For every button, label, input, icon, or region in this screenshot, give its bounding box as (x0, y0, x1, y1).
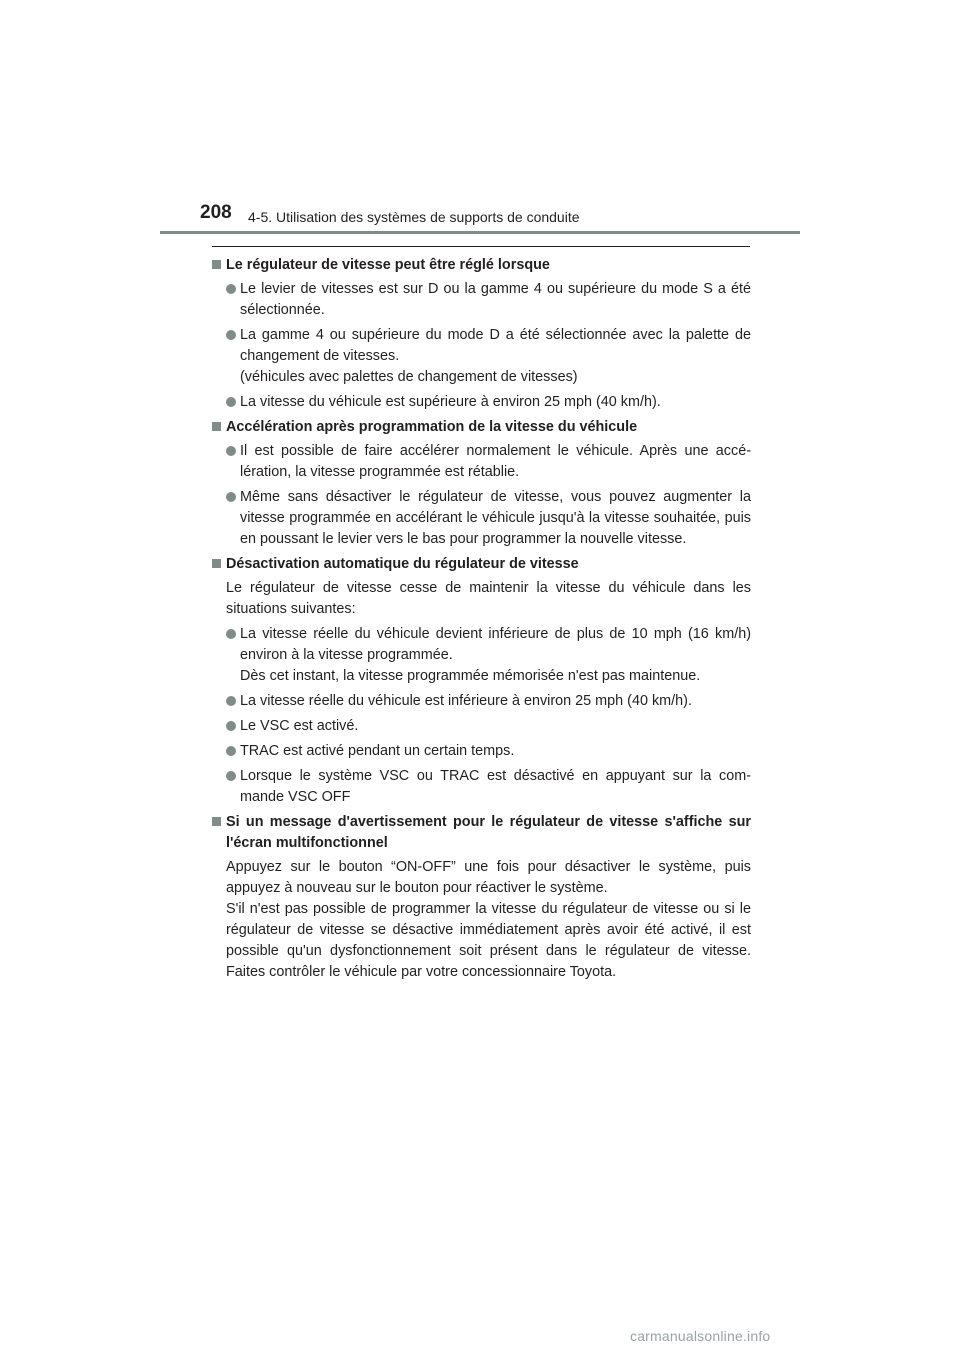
list-item-text: TRAC est activé pendant un certain temps. (240, 743, 515, 759)
list-item-text: La vitesse réelle du véhicule devient inférieure de plus de 10 mph (16 km/h) environ à la vitesse programmée. (240, 626, 751, 663)
running-title: 4-5. Utilisation des systèmes de supports de conduite (248, 209, 580, 225)
list-item (212, 716, 751, 737)
section-title: Désactivation automatique du régulateur de vitesse (226, 556, 579, 572)
list-item (212, 487, 751, 550)
circle-bullet-icon (226, 629, 236, 639)
section-title: Le régulateur de vitesse peut être réglé lorsque (226, 257, 550, 273)
watermark: carmanualsonline.info (630, 1328, 771, 1344)
circle-bullet-icon (226, 446, 236, 456)
paragraph-text: S'il n'est pas possible de programmer la vitesse du régulateur de vitesse ou si le régulateur de vitesse se désactive immédiatement après avoir été activé, il est possible qu'un dysfonctionnement soit présent dans le régulateur de vitesse. Faites contrôler le véhicule par votre concessionnaire Toyota. (226, 901, 751, 980)
section-heading (212, 255, 751, 276)
list-item (212, 741, 751, 762)
section-heading (212, 812, 751, 854)
square-bullet-icon (212, 260, 221, 269)
paragraph-text: Appuyez sur le bouton “ON-OFF” une fois pour désactiver le système, puis appuyez à nouveau sur le bouton pour réactiver le système. (226, 859, 751, 896)
list-item-text: Lorsque le système VSC ou TRAC est désactivé en appuyant sur la com-mande VSC OFF (240, 768, 751, 805)
circle-bullet-icon (226, 397, 236, 407)
section-heading (212, 417, 751, 438)
list-item-text: La gamme 4 ou supérieure du mode D a été sélectionnée avec la palette de changement de vitesses. (240, 327, 751, 364)
section-title: Si un message d'avertissement pour le régulateur de vitesse s'affiche sur l'écran multifonctionnel (226, 814, 751, 851)
list-item-text: La vitesse réelle du véhicule est inférieure à environ 25 mph (40 km/h). (240, 693, 692, 709)
list-item-text: Le levier de vitesses est sur D ou la gamme 4 ou supérieure du mode S a été sélectionnée. (240, 281, 751, 318)
circle-bullet-icon (226, 492, 236, 502)
page-number: 208 (200, 202, 232, 223)
list-item (212, 325, 751, 388)
list-item-note: (véhicules avec palettes de changement de vitesses) (240, 369, 578, 385)
list-item-note: Dès cet instant, la vitesse programmée mémorisée n'est pas maintenue. (240, 668, 701, 684)
circle-bullet-icon (226, 771, 236, 781)
list-item (212, 691, 751, 712)
list-item-text: La vitesse du véhicule est supérieure à environ 25 mph (40 km/h). (240, 394, 661, 410)
section-intro: Le régulateur de vitesse cesse de maintenir la vitesse du véhicule dans les situations suivantes: (226, 580, 751, 617)
header-rule (160, 231, 800, 234)
square-bullet-icon (212, 559, 221, 568)
list-item (212, 766, 751, 808)
section-title: Accélération après programmation de la vitesse du véhicule (226, 419, 638, 435)
circle-bullet-icon (226, 746, 236, 756)
list-item-text: Il est possible de faire accélérer normalement le véhicule. Après une accé-lération, la vitesse programmée est rétablie. (240, 443, 751, 480)
page-content (212, 255, 751, 983)
section-paragraph (212, 857, 751, 983)
square-bullet-icon (212, 422, 221, 431)
list-item (212, 392, 751, 413)
list-item-text: Le VSC est activé. (240, 718, 359, 734)
circle-bullet-icon (226, 330, 236, 340)
circle-bullet-icon (226, 721, 236, 731)
list-item (212, 441, 751, 483)
content-top-rule (212, 246, 750, 247)
circle-bullet-icon (226, 284, 236, 294)
list-item (212, 624, 751, 687)
list-item-text: Même sans désactiver le régulateur de vitesse, vous pouvez augmenter la vitesse programmée en accélérant le véhicule jusqu'à la vitesse souhaitée, puis en poussant le levier vers le bas pour programmer la nouvelle vitesse. (240, 489, 751, 547)
circle-bullet-icon (226, 696, 236, 706)
square-bullet-icon (212, 817, 221, 826)
section-heading (212, 554, 751, 575)
list-item (212, 279, 751, 321)
